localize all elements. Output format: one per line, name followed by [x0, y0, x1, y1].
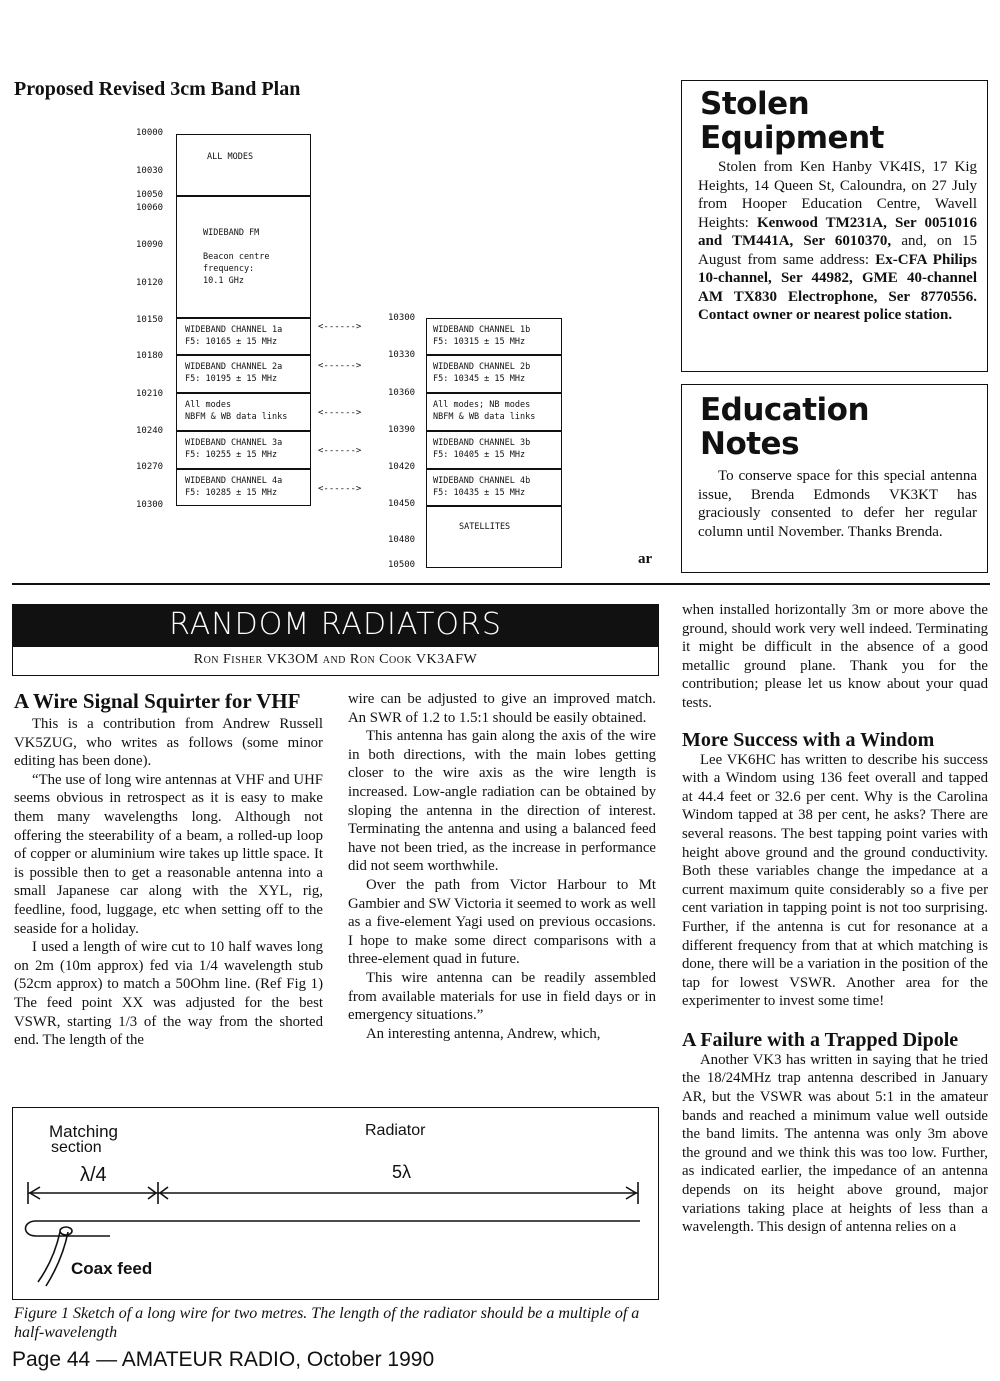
band-block-label: WIDEBAND CHANNEL 1a F5: 10165 ± 15 MHz [185, 325, 283, 347]
band-tick-left: 10000 [136, 128, 164, 138]
coax-line-1 [38, 1232, 60, 1282]
band-block-label: SATELLITES [459, 522, 511, 532]
article1-p6: Over the path from Victor Harbour to Mt Gambier and SW Victoria it seemed to work as well as a five-element Yagi used on previous occasions. I hope to make some direct comparisons with a three-element quad in future. [348, 876, 656, 968]
band-tick-right: 10480 [388, 535, 416, 545]
band-block-label: WIDEBAND CHANNEL 1b F5: 10315 ± 15 MHz [433, 325, 531, 347]
band-tick-left: 10270 [136, 462, 164, 472]
band-tick-left: 10120 [136, 278, 164, 288]
band-pairing-arrow: <------> [318, 408, 362, 418]
dipole-heading: A Failure with a Trapped Dipole [682, 1028, 959, 1051]
band-tick-left: 10050 [136, 190, 164, 200]
band-pairing-arrow: <------> [318, 484, 362, 494]
band-block-label: WIDEBAND FM Beacon centre frequency: 10.1 GHz [203, 228, 270, 286]
education-title-line1: Education [700, 392, 870, 428]
page-footer: Page 44 — AMATEUR RADIO, October 1990 [12, 1348, 435, 1371]
band-tick-left: 10210 [136, 389, 164, 399]
band-block-label: WIDEBAND CHANNEL 2b F5: 10345 ± 15 MHz [433, 362, 531, 384]
column-banner: RANDOM RADIATORS [12, 604, 659, 646]
band-block-label: WIDEBAND CHANNEL 2a F5: 10195 ± 15 MHz [185, 362, 283, 384]
education-title-line2: Notes [700, 426, 800, 462]
article1-p5: This antenna has gain along the axis of the wire in both directions, with the main lobes getting closer to the wire axis as the wire length is increased. Low-angle radiation can be obtained by sloping the antenna in the direction of interest. Terminating the antenna and using a balanced feed have not been tried, as the increase in performance did not seem worthwhile. [348, 728, 656, 875]
article1-p1: This is a contribution from Andrew Russell VK5ZUG, who writes as follows (some minor editing has been done). [14, 716, 323, 770]
figure1-label-coax: Coax feed [71, 1259, 153, 1278]
band-tick-left: 10150 [136, 315, 164, 325]
band-tick-left: 10300 [136, 500, 164, 510]
education-body: To conserve space for this special antenna issue, Brenda Edmonds VK3KT has graciously consented to defer her regular column until November. Thanks Brenda. [698, 468, 977, 540]
band-plan-title: Proposed Revised 3cm Band Plan [14, 78, 301, 100]
band-block-label: All modes; NB modes NBFM & WB data links [433, 400, 536, 422]
stolen-title-line2: Equipment [700, 120, 884, 156]
band-tick-right: 10420 [388, 462, 416, 472]
stub-loop [26, 1221, 37, 1236]
windom-body: Lee VK6HC has written to describe his success with a Windom using 136 feet overall and tapped at 44.4 feet or 32.6 per cent. Why is the Carolina Windom tapped at 38 per cent, he asks? There are several reasons. The best tapping point varies with height above ground and the ground conductivity. Both these variables change the impedance at a current maximum quite considerably so a five per cent variation in tapping point is not too surprising. Further, if the antenna is cut for resonance at a different frequency from that at which matching is done, there will be a variation in the position of the tap for lowest VSWR. Another area for the experimenter to invest some time! [682, 751, 988, 1010]
dipole-body: Another VK3 has written in saying that he tried the 18/24MHz trap antenna described in January AR, but the VSWR was about 5:1 in the amateur bands and reached a minimum value well outside the band limits. The antenna was only 3m above the ground and we think this was too low. Further, as indicated earlier, the impedance of an antenna depends on its height above ground, major variations taking place at heights of less than a wavelength. This design of antenna relies on a [682, 1051, 988, 1236]
band-pairing-arrow: <------> [318, 361, 362, 371]
column3-continuation: when installed horizontally 3m or more above the ground, should work very well indeed. Terminating it might be difficult in the absence of a good metallic ground plane. Thank you for the contribution; please let us know about your quad tests. [682, 602, 988, 711]
end-mark: ar [638, 551, 653, 567]
band-tick-left: 10030 [136, 166, 164, 176]
article1-p7: This wire antenna can be readily assembled from available materials for use in field days or in emergency situations.” [348, 969, 656, 1024]
band-block-label: WIDEBAND CHANNEL 4b F5: 10435 ± 15 MHz [433, 476, 531, 498]
article1-p2: “The use of long wire antennas at VHF and UHF seems obvious in retrospect as it is easy to make them many wavelengths long. Although not offering the steerability of a beam, a rolled-up loop of copper or aluminium wire takes up little space. It is possible then to get a reasonable antenna into a small Japanese car along with the XYL, rig, feedline, food, luggage, etc when setting off to the seaside for a holiday. [14, 771, 323, 937]
figure1-label-matching: Matching [49, 1122, 118, 1141]
band-block-label: All modes NBFM & WB data links [185, 400, 288, 422]
band-tick-right: 10330 [388, 350, 416, 360]
band-block-label: WIDEBAND CHANNEL 3a F5: 10255 ± 15 MHz [185, 438, 283, 460]
band-tick-right: 10500 [388, 560, 416, 570]
figure1-label-lambda4: λ/4 [80, 1164, 107, 1186]
band-tick-left: 10090 [136, 240, 164, 250]
coax-connector [60, 1227, 72, 1235]
band-tick-left: 10060 [136, 203, 164, 213]
band-tick-right: 10360 [388, 388, 416, 398]
article1-p8: An interesting antenna, Andrew, which, [366, 1025, 601, 1042]
band-block-label: WIDEBAND CHANNEL 4a F5: 10285 ± 15 MHz [185, 476, 283, 498]
figure1-label-radiator: Radiator [365, 1122, 426, 1139]
stolen-body: Stolen from Ken Hanby VK4IS, 17 Kig Heights, 14 Queen St, Caloundra, on 27 July from Hooper Education Centre, Wavell Heights: Kenwood TM231A, Ser 0051016 and TM441A, Ser 6010370, and, on 15 August from same address: Ex-CFA Philips 10-channel, Ser 44982, GME 40-channel AM TX830 Electrophone, Ser 8770556. Contact owner or nearest police station. [698, 159, 977, 323]
band-tick-right: 10390 [388, 425, 416, 435]
band-tick-right: 10450 [388, 499, 416, 509]
band-tick-left: 10180 [136, 351, 164, 361]
band-tick-right: 10300 [388, 313, 416, 323]
figure1-label-section: section [51, 1139, 102, 1156]
article1-heading: A Wire Signal Squirter for VHF [14, 689, 301, 713]
stolen-title-line1: Stolen [700, 86, 810, 122]
coax-line-2 [46, 1232, 68, 1286]
article1-p3: I used a length of wire cut to 10 half waves long on 2m (10m approx) fed via 1/4 wavelength stub (52cm approx) to match a 50Ohm line. (Ref Fig 1) The feed point XX was adjusted for the best VSWR, starting 1/3 of the way from the shorted end. The length of the [14, 939, 323, 1049]
band-pairing-arrow: <------> [318, 322, 362, 332]
column-byline: Ron Fisher VK3OM and Ron Cook VK3AFW [12, 646, 659, 676]
stolen-equipment-box [681, 80, 988, 372]
article1-p4: wire can be adjusted to give an improved match. An SWR of 1.2 to 1.5:1 should be easily obtained. [348, 691, 656, 726]
band-pairing-arrow: <------> [318, 446, 362, 456]
education-notes-box [681, 384, 988, 573]
band-block-label: ALL MODES [207, 152, 254, 162]
windom-heading: More Success with a Windom [682, 728, 935, 751]
band-block-label: WIDEBAND CHANNEL 3b F5: 10405 ± 15 MHz [433, 438, 531, 460]
figure1-caption: Figure 1 Sketch of a long wire for two metres. The length of the radiator should be a multiple of a half-wavelength [14, 1305, 640, 1341]
column3 [682, 601, 988, 1237]
band-tick-left: 10240 [136, 426, 164, 436]
figure1-label-5lambda: 5λ [392, 1162, 412, 1182]
